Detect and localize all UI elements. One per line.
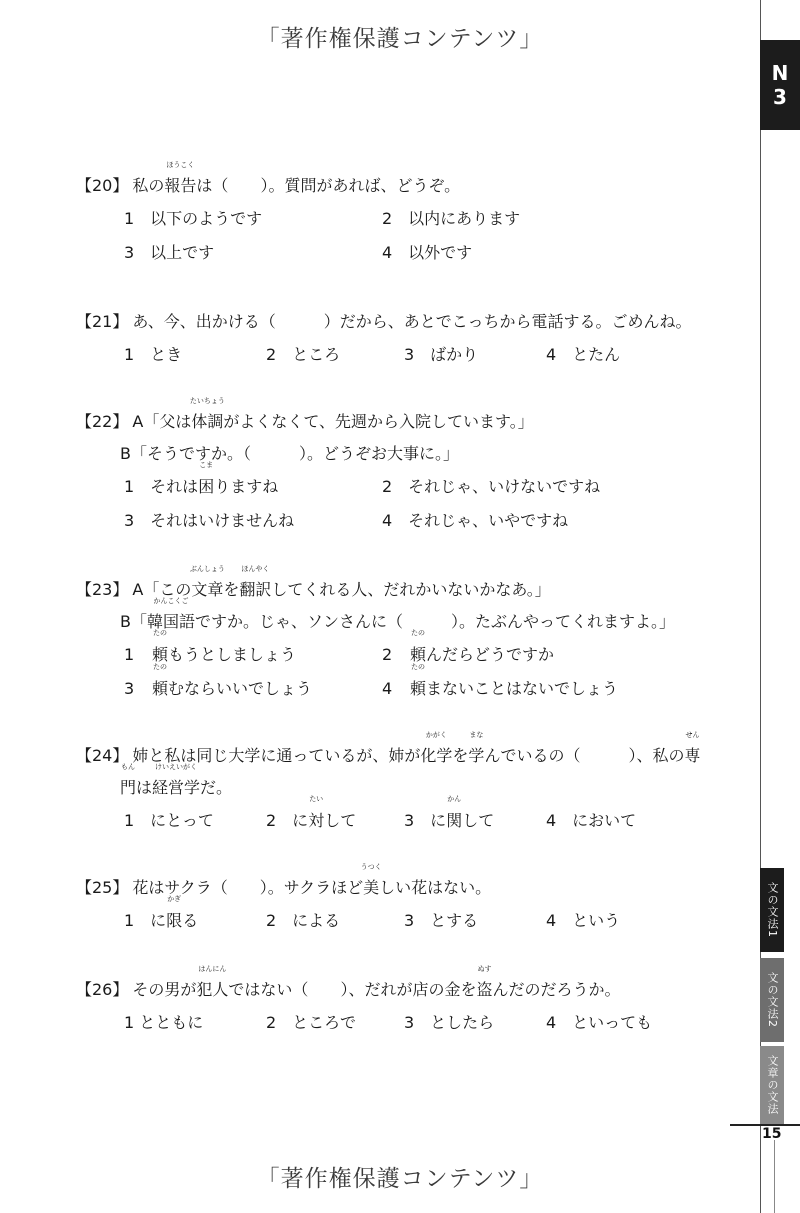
stem-text: 私の: [132, 176, 165, 195]
options: [76, 795, 736, 838]
stem-text: しい花はない。: [379, 878, 492, 897]
option-2[interactable]: 2 頼 たの んだらどうですか: [382, 629, 555, 664]
ruby-word: 報告 ほうこく: [164, 161, 197, 195]
stem-text: ）。どうぞお大事に。」: [299, 444, 460, 463]
option-1[interactable]: 1 とともに: [124, 1013, 204, 1032]
stem-text: は（: [196, 176, 229, 195]
ruby-word: 専 せん: [684, 731, 701, 765]
stem-text: は: [136, 778, 153, 797]
option-4[interactable]: 4 頼 たの まないことはないでしょう: [382, 663, 619, 698]
option-2[interactable]: 2 以内にあります: [382, 209, 521, 228]
answer-blank[interactable]: [228, 872, 260, 904]
question-number: 【23】: [76, 580, 129, 599]
stem-text: ですか。じゃ、ソンさんに（: [195, 612, 404, 631]
question-stem-line-2: [76, 597, 736, 638]
level-letter: N: [771, 61, 789, 85]
ruby-word: 盗 ぬす: [476, 965, 493, 999]
answer-blank[interactable]: [251, 438, 299, 470]
watermark-top: 「著作権保護コンテンツ」: [256, 26, 544, 52]
option-4[interactable]: 4 とたん: [546, 345, 621, 364]
stem-text: ）。サクラほど: [259, 878, 364, 897]
stem-text: A「この: [132, 580, 192, 599]
answer-blank[interactable]: [228, 170, 260, 202]
question-stem: [76, 306, 736, 338]
answer-blank[interactable]: [276, 306, 324, 338]
question-21: [76, 306, 736, 372]
stem-text: ）、だれが店の金を: [340, 980, 477, 999]
stem-text: ではない（: [228, 980, 309, 999]
answer-blank[interactable]: [580, 740, 628, 772]
option-4[interactable]: 4 以外です: [382, 243, 473, 262]
stem-text: ）、私の: [628, 746, 685, 765]
page-number: 15: [762, 1126, 782, 1142]
stem-text: その男が: [132, 980, 197, 999]
option-3[interactable]: 3 それはいけませんね: [124, 511, 295, 530]
ruby-word: 犯人 はんにん: [196, 965, 229, 999]
option-2[interactable]: 2 による: [266, 911, 341, 930]
question-22: [76, 397, 736, 538]
options: [76, 629, 736, 706]
stem-text: ）だから、あとでこっちから電話する。ごめんね。: [323, 312, 692, 331]
stem-text: B「そうですか。（: [120, 444, 251, 463]
stem-text: ）。たぶんやってくれますよ。」: [451, 612, 676, 631]
ruby-word: 体調 たいちょう: [189, 397, 225, 431]
ruby-word: 化学 かがく: [420, 731, 453, 765]
stem-text: ）。質問があれば、どうぞ。: [260, 176, 461, 195]
question-23: [76, 565, 736, 706]
option-1[interactable]: 1 に限 かぎ る: [124, 895, 199, 930]
level-number: 3: [773, 85, 787, 109]
ruby-word: 韓国語 かんこくご: [146, 597, 195, 631]
question-26: [76, 965, 736, 1040]
question-number: 【22】: [76, 412, 129, 431]
ruby-word: 学 まな: [468, 731, 485, 765]
stem-text: B「: [120, 612, 147, 631]
question-number: 【26】: [76, 980, 129, 999]
question-number: 【25】: [76, 878, 129, 897]
option-1[interactable]: 1 頼 たの もうとしましょう: [124, 629, 297, 664]
question-stem: [76, 965, 736, 1006]
question-number: 【24】: [76, 746, 129, 765]
question-number: 【21】: [76, 312, 129, 331]
options: [76, 338, 736, 372]
option-3[interactable]: 3 に関 かん して: [404, 795, 495, 830]
option-1[interactable]: 1 とき: [124, 345, 183, 364]
ruby-word: 門 もん: [120, 763, 137, 797]
option-1[interactable]: 1 以下のようです: [124, 209, 263, 228]
question-stem-line-2: [76, 763, 736, 804]
ruby-word: 美 うつく: [360, 863, 382, 897]
options: [76, 895, 736, 938]
stem-text: 姉と私は同じ大学に通っているが、姉が: [132, 746, 421, 765]
stem-text: してくれる人、だれかいないかなあ。」: [271, 580, 551, 599]
option-2[interactable]: 2 それじゃ、いけないですね: [382, 477, 601, 496]
ruby-word: 経営学 けいえいがく: [152, 763, 201, 797]
option-1[interactable]: 1 にとって: [124, 811, 214, 830]
watermark-bottom: 「著作権保護コンテンツ」: [256, 1166, 544, 1192]
ruby-word: 文章 ぶんしょう: [189, 565, 225, 599]
stem-text: を: [452, 746, 469, 765]
stem-text: あ、今、出かける（: [132, 312, 276, 331]
option-3[interactable]: 3 頼 たの むならいいでしょう: [124, 663, 313, 698]
question-stem: [76, 161, 736, 202]
option-4[interactable]: 4 において: [546, 811, 637, 830]
option-3[interactable]: 3 ばかり: [404, 345, 479, 364]
options: [76, 461, 736, 538]
option-4[interactable]: 4 それじゃ、いやですね: [382, 511, 569, 530]
option-3[interactable]: 3 としたら: [404, 1013, 495, 1032]
question-stem-line-1: [76, 397, 736, 438]
stem-text: んでいるの（: [484, 746, 581, 765]
question-number: 【20】: [76, 176, 129, 195]
options: [76, 1006, 736, 1040]
answer-blank[interactable]: [308, 974, 340, 1006]
ruby-word: 翻訳 ほんやく: [239, 565, 272, 599]
section-tab-3[interactable]: 文章の文法: [760, 1046, 784, 1124]
question-25: [76, 863, 736, 938]
stem-text: A「父は: [132, 412, 192, 431]
level-tab: [760, 40, 800, 130]
option-3[interactable]: 3 以上です: [124, 243, 215, 262]
question-20: [76, 161, 736, 270]
section-tab-1[interactable]: 文の文法1: [760, 868, 784, 952]
section-tab-2[interactable]: 文の文法2: [760, 958, 784, 1042]
question-stem-line-2: [76, 438, 736, 470]
stem-text: 花はサクラ（: [132, 878, 228, 897]
question-24: [76, 731, 736, 838]
option-4[interactable]: 4 といっても: [546, 1013, 653, 1032]
stem-text: がよくなくて、先週から入院しています。」: [223, 412, 534, 431]
option-4[interactable]: 4 という: [546, 911, 621, 930]
stem-text: だ。: [200, 778, 233, 797]
option-1[interactable]: 1 それは困 こま りますね: [124, 461, 279, 496]
stem-text: んだのだろうか。: [492, 980, 621, 999]
stem-text: を: [223, 580, 240, 599]
option-2[interactable]: 2 ところ: [266, 345, 341, 364]
option-2[interactable]: 2 ところで: [266, 1013, 357, 1032]
options: [76, 202, 736, 270]
option-2[interactable]: 2 に対 たい して: [266, 795, 357, 830]
option-3[interactable]: 3 とする: [404, 911, 479, 930]
